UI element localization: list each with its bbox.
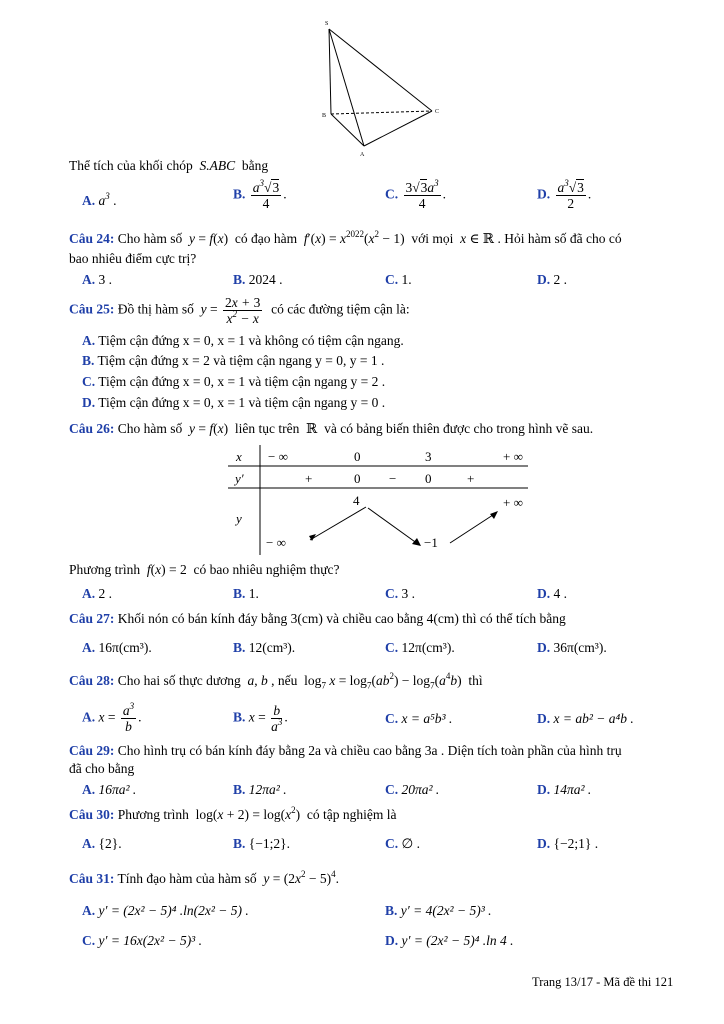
q25-option-b[interactable]: B. Tiệm cận đứng x = 2 và tiệm cận ngang y = 0, y = 1 . <box>82 353 385 368</box>
q23-option-c[interactable]: C. $\frac{3√3a^3}{4}$ . <box>385 178 447 211</box>
bvt-x-value: + ∞ <box>503 449 523 464</box>
bvt-y-value: −1 <box>424 535 438 550</box>
q27-option-c[interactable]: C. 12π(cm³). <box>385 640 455 655</box>
q23-option-b[interactable]: B. $\frac{a^3√3}{4}$ . <box>233 178 287 211</box>
q27-stem: Câu 27: Khối nón có bán kính đáy bằng 3(cm) và chiều cao bằng 4(cm) thì có thể tích bằng <box>69 611 566 626</box>
q31-option-a[interactable]: A. y′ = (2x² − 5)⁴ .ln(2x² − 5) . <box>82 903 249 918</box>
q28-option-c[interactable]: C. x = a⁵b³ . <box>385 711 453 726</box>
pyramid-figure <box>0 0 724 160</box>
q28-stem: Câu 28: Cho hai số thực dương a, b , nếu $\log_7 x = \log_7(ab^2) - \log_7(a^4b)$ thì <box>69 671 483 691</box>
q24-stem: Câu 24: Cho hàm số y = f(x) có đạo hàm $f'(x) = x^{2022}(x^2 - 1)$ với mọi x ∈ ℝ . Hỏi hàm số đã cho có <box>69 229 622 246</box>
q23-option-d[interactable]: D. $\frac{a^3√3}{2}$ . <box>537 178 592 211</box>
q31-option-b[interactable]: B. y′ = 4(2x² − 5)³ . <box>385 903 492 918</box>
q28-option-a[interactable]: A. x = $\frac{a^3}{b}$ . <box>82 701 142 734</box>
q30-option-c[interactable]: C. ∅ . <box>385 836 421 851</box>
bvt-yp-label: y′ <box>235 471 244 486</box>
bvt-yp-value: 0 <box>425 471 432 486</box>
q26-option-d[interactable]: D. 4 . <box>537 586 567 601</box>
vertex-b-label: B <box>322 113 327 119</box>
q29-option-d[interactable]: D. 14πa² . <box>537 782 592 797</box>
q24-option-b[interactable]: B. 2024 . <box>233 272 283 287</box>
q27-option-b[interactable]: B. 12(cm³). <box>233 640 296 655</box>
page-footer: Trang 13/17 - Mã đề thi 121 <box>532 975 674 989</box>
q24-option-a[interactable]: A. 3 . <box>82 272 112 287</box>
q27-option-a[interactable]: A. 16π(cm³). <box>82 640 152 655</box>
q26-option-a[interactable]: A. 2 . <box>82 586 112 601</box>
bvt-x-label: x <box>236 449 242 464</box>
q29-option-b[interactable]: B. 12πa² . <box>233 782 287 797</box>
vertex-a-label: A <box>360 152 365 158</box>
q23-stem: Thể tích của khối chóp S.ABC bằng <box>69 158 269 173</box>
bvt-x-value: − ∞ <box>268 449 288 464</box>
bvt-yp-value: + <box>305 471 313 486</box>
bvt-y-value: − ∞ <box>266 535 286 550</box>
bvt-x-value: 3 <box>425 449 432 464</box>
q29-stem: Câu 29: Cho hình trụ có bán kính đáy bằng 2a và chiều cao bằng 3a . Diện tích toàn phần của hình trụ <box>69 743 622 758</box>
q28-option-d[interactable]: D. x = ab² − a⁴b . <box>537 711 634 726</box>
q26-question: Phương trình f(x) = 2 có bao nhiêu nghiệm thực? <box>69 562 340 577</box>
bvt-y-label: y <box>236 511 242 526</box>
q31-stem: Câu 31: Tính đạo hàm của hàm số $y = (2x^2 - 5)^4$. <box>69 869 339 886</box>
bvt-y-value: + ∞ <box>503 495 523 510</box>
q26-stem: Câu 26: Cho hàm số y = f(x) liên tục trên ℝ và có bảng biến thiên được cho trong hình vẽ sau. <box>69 421 594 436</box>
vertex-c-label: C <box>435 109 440 115</box>
q24-option-c[interactable]: C. 1. <box>385 272 412 287</box>
bvt-y-value: 4 <box>353 493 360 508</box>
variation-table <box>228 445 528 555</box>
q26-option-b[interactable]: B. 1. <box>233 586 259 601</box>
q24-stem-line2: bao nhiêu điểm cực trị? <box>69 251 197 266</box>
q29-option-c[interactable]: C. 20πa² . <box>385 782 440 797</box>
bvt-yp-value: + <box>467 471 475 486</box>
bvt-x-value: 0 <box>354 449 361 464</box>
q27-option-d[interactable]: D. 36π(cm³). <box>537 640 607 655</box>
q31-option-c[interactable]: C. y′ = 16x(2x² − 5)³ . <box>82 933 202 948</box>
q25-option-a[interactable]: A. Tiệm cận đứng x = 0, x = 1 và không có tiệm cận ngang. <box>82 333 404 348</box>
bvt-yp-value: 0 <box>354 471 361 486</box>
q29-option-a[interactable]: A. 16πa² . <box>82 782 137 797</box>
q30-option-d[interactable]: D. {−2;1} . <box>537 836 599 851</box>
q25-option-d[interactable]: D. Tiệm cận đứng x = 0, x = 1 và tiệm cận ngang y = 0 . <box>82 395 386 410</box>
q23-option-a[interactable]: A. $a^3$ . <box>82 191 117 208</box>
q29-stem-line2: đã cho bằng <box>69 761 135 776</box>
q30-option-a[interactable]: A. {2}. <box>82 836 122 851</box>
q24-option-d[interactable]: D. 2 . <box>537 272 567 287</box>
bvt-yp-value: − <box>389 471 397 486</box>
q25-stem: Câu 25: Đồ thị hàm số y = $\frac{2x + 3}{x^2 - x}$ có các đường tiệm cận là: <box>69 295 410 326</box>
q30-stem: Câu 30: Phương trình $\log(x + 2) = \log(x^2)$ có tập nghiệm là <box>69 805 397 822</box>
q28-option-b[interactable]: B. x = $\frac{b}{a^3}$ . <box>233 703 288 734</box>
vertex-s-label: S <box>325 21 329 27</box>
q31-option-d[interactable]: D. y′ = (2x² − 5)⁴ .ln 4 . <box>385 933 514 948</box>
q30-option-b[interactable]: B. {−1;2}. <box>233 836 290 851</box>
q25-option-c[interactable]: C. Tiệm cận đứng x = 0, x = 1 và tiệm cận ngang y = 2 . <box>82 374 386 389</box>
q26-option-c[interactable]: C. 3 . <box>385 586 415 601</box>
